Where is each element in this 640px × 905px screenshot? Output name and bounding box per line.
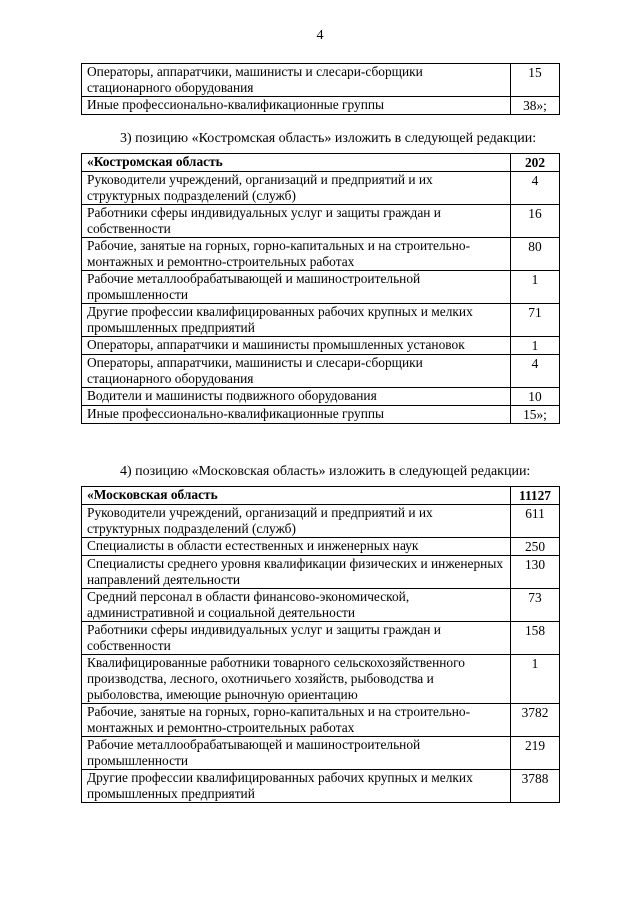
table-moscow-oblast [81, 486, 560, 803]
table-row [82, 64, 560, 97]
quota-value-cell: 1 [511, 337, 560, 355]
quota-value-cell: 158 [511, 622, 560, 655]
table-row [82, 97, 560, 115]
quota-value-cell: 1 [511, 655, 560, 704]
quota-value-cell: 38»; [511, 97, 560, 115]
quota-value-cell: 3782 [511, 704, 560, 737]
table-row [82, 655, 560, 704]
page-number: 4 [316, 28, 324, 43]
occupation-group-cell: Специалисты в области естественных и инженерных наук [82, 538, 511, 556]
quota-value-cell: 3788 [511, 770, 560, 803]
occupation-group-cell: Рабочие, занятые на горных, горно-капитальных и на строительно-монтажных и ремонтно-строительных работах [82, 238, 511, 271]
table-row [82, 271, 560, 304]
table-row [82, 406, 560, 424]
occupation-group-cell: Рабочие металлообрабатывающей и машиностроительной промышленности [82, 737, 511, 770]
occupation-group-cell: Работники сферы индивидуальных услуг и защиты граждан и собственности [82, 622, 511, 655]
quota-value-cell: 1 [511, 271, 560, 304]
occupation-group-cell: Рабочие, занятые на горных, горно-капитальных и на строительно-монтажных и ремонтно-строительных работах [82, 704, 511, 737]
occupation-group-cell: Иные профессионально-квалификационные группы [82, 406, 511, 424]
quota-value-cell: 16 [511, 205, 560, 238]
table-row [82, 238, 560, 271]
table-header-row [82, 487, 560, 505]
occupation-group-cell: Водители и машинисты подвижного оборудования [82, 388, 511, 406]
quota-value-cell: 130 [511, 556, 560, 589]
table-row [82, 622, 560, 655]
occupation-group-cell: Рабочие металлообрабатывающей и машиностроительной промышленности [82, 271, 511, 304]
occupation-group-cell: Иные профессионально-квалификационные группы [82, 97, 511, 115]
quota-value-cell: 71 [511, 304, 560, 337]
occupation-group-cell: Средний персонал в области финансово-экономической, административной и социальной деятельности [82, 589, 511, 622]
table-row [82, 337, 560, 355]
occupation-group-cell: Операторы, аппаратчики, машинисты и слесари-сборщики стационарного оборудования [82, 355, 511, 388]
region-name-cell: «Московская область [82, 487, 511, 505]
quota-value-cell: 10 [511, 388, 560, 406]
occupation-group-cell: Операторы, аппаратчики, машинисты и слесари-сборщики стационарного оборудования [82, 64, 511, 97]
quota-value-cell: 4 [511, 355, 560, 388]
quota-value-cell: 250 [511, 538, 560, 556]
table-row [82, 770, 560, 803]
table-row [82, 172, 560, 205]
occupation-group-cell: Другие профессии квалифицированных рабочих крупных и мелких промышленных предприятий [82, 304, 511, 337]
quota-value-cell: 80 [511, 238, 560, 271]
occupation-group-cell: Квалифицированные работники товарного сельскохозяйственного производства, лесного, охотничьего хозяйств, рыбоводства и рыболовства, имеющие рыночную ориентацию [82, 655, 511, 704]
occupation-group-cell: Руководители учреждений, организаций и предприятий и их структурных подразделений (служб) [82, 172, 511, 205]
occupation-group-cell: Работники сферы индивидуальных услуг и защиты граждан и собственности [82, 205, 511, 238]
table-row [82, 589, 560, 622]
table-row [82, 505, 560, 538]
occupation-group-cell: Операторы, аппаратчики и машинисты промышленных установок [82, 337, 511, 355]
quota-value-cell: 73 [511, 589, 560, 622]
quota-value-cell: 4 [511, 172, 560, 205]
occupation-group-cell: Руководители учреждений, организаций и предприятий и их структурных подразделений (служб) [82, 505, 511, 538]
occupation-group-cell: Другие профессии квалифицированных рабочих крупных и мелких промышленных предприятий [82, 770, 511, 803]
table-row [82, 355, 560, 388]
instruction-kostroma: 3) позицию «Костромская область» изложить в следующей редакции: [120, 131, 537, 146]
table-row [82, 538, 560, 556]
table-row [82, 704, 560, 737]
table-kostroma-oblast [81, 153, 560, 424]
table-row [82, 737, 560, 770]
region-total-cell: 11127 [511, 487, 560, 505]
instruction-moscow: 4) позицию «Московская область» изложить в следующей редакции: [120, 464, 531, 479]
occupation-group-cell: Специалисты среднего уровня квалификации физических и инженерных направлений деятельности [82, 556, 511, 589]
quota-value-cell: 15 [511, 64, 560, 97]
table-row [82, 556, 560, 589]
table-row [82, 304, 560, 337]
quota-value-cell: 219 [511, 737, 560, 770]
table-row [82, 205, 560, 238]
table-row [82, 388, 560, 406]
region-total-cell: 202 [511, 154, 560, 172]
quota-value-cell: 15»; [511, 406, 560, 424]
quota-value-cell: 611 [511, 505, 560, 538]
table-header-row [82, 154, 560, 172]
table-continuation [81, 63, 560, 115]
region-name-cell: «Костромская область [82, 154, 511, 172]
